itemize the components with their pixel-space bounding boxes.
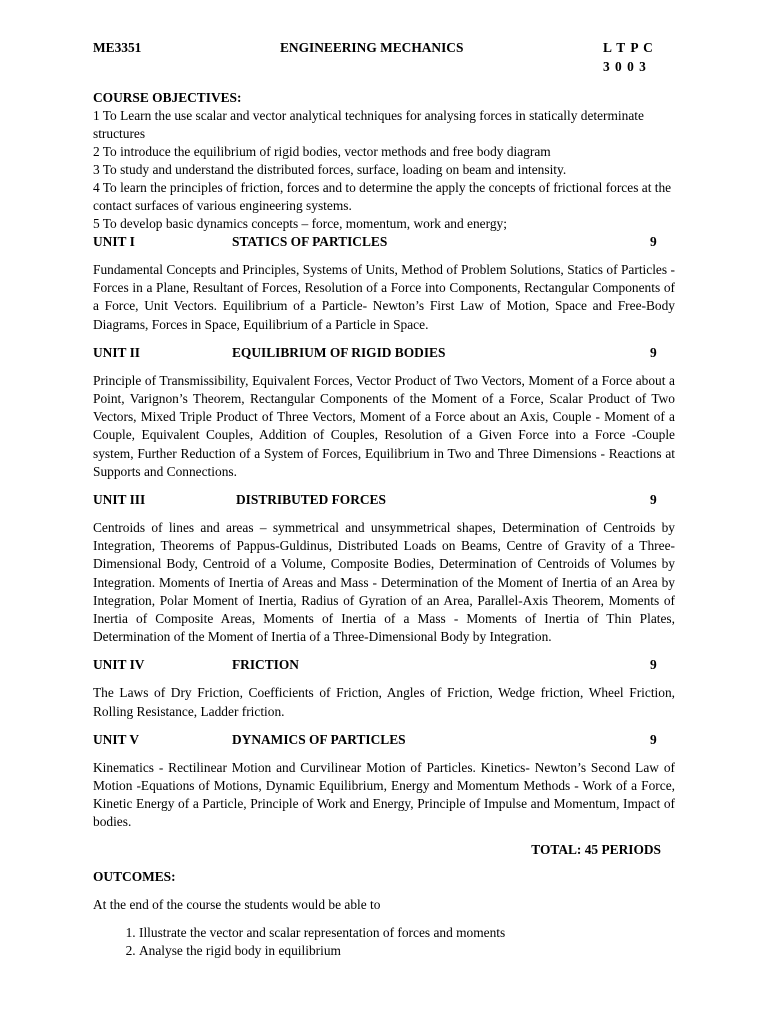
objective-item: 4 To learn the principles of friction, forces and to determine the apply the concepts of frictional forces at the contact surfaces of various engineering systems.: [93, 180, 672, 213]
unit-content: Centroids of lines and areas – symmetrical and unsymmetrical shapes, Determination of Centroids by Integration, Theorems of Pappus-Guldinus, Distributed Loads on Beams, Centre of Gravity of a Three- Dimensional Body, Centroid of a Volume, Composite Bodies, Determination of Centroids of Volumes by Integration. Moments of Inertia of Areas and Mass - Determination of the Moment of Inertia of an Area by Integration, Polar Moment of Inertia, Radius of Gyration of an Area, Parallel-Axis Theorem, Moments of Inertia of Composite Areas, Moments of Inertia of a Mass - Moments of Inertia of Thin Plates, Determination of the Moment of Inertia of a Three-Dimensional Body by Integration.: [93, 520, 675, 645]
ltpc-label: L T P C: [603, 40, 654, 55]
unit-number: UNIT V: [93, 731, 140, 747]
outcomes-heading: OUTCOMES:: [93, 868, 176, 884]
unit-title: STATICS OF PARTICLES: [232, 234, 388, 249]
unit-heading: [93, 731, 675, 749]
course-code: ME3351: [93, 40, 142, 55]
unit-title: DISTRIBUTED FORCES: [236, 492, 386, 508]
unit-content: Kinematics - Rectilinear Motion and Curvilinear Motion of Particles. Kinetics- Newton’s Second Law of Motion -Equations of Motions, Dynamic Equilibrium, Energy and Momentum Methods - Work of a Force, Kinetic Energy of a Particle, Principle of Work and Energy, Principle of Impulse and Momentum, Impact of bodies.: [93, 759, 675, 830]
unit-heading: [93, 233, 675, 251]
unit-title: EQUILIBRIUM OF RIGID BODIES: [232, 344, 446, 360]
objective-item: 2 To introduce the equilibrium of rigid bodies, vector methods and free body diagram: [93, 144, 551, 159]
course-title: ENGINEERING MECHANICS: [280, 40, 464, 55]
unit-hours: 9: [650, 657, 657, 673]
unit-content: Principle of Transmissibility, Equivalent Forces, Vector Product of Two Vectors, Moment of a Force about a Point, Varignon’s Theorem, Rectangular Components of the Moment of a Force, Scalar Product of Two Vectors, Mixed Triple Product of Three Vectors, Moment of a Force about an Axis, Couple - Moment of a Couple, Equivalent Couples, Addition of Couples, Resolution of a Given Force into a Force -Couple system, Further Reduction of a System of Forces, Equilibrium in Two and Three Dimensions - Reactions at Supports and Connections.: [93, 372, 675, 479]
unit-content: The Laws of Dry Friction, Coefficients of Friction, Angles of Friction, Wedge friction, Wheel Friction, Rolling Resistance, Ladder friction.: [93, 685, 675, 719]
unit-title: DYNAMICS OF PARTICLES: [232, 731, 406, 747]
objective-item: 1 To Learn the use scalar and vector analytical techniques for analysing forces in statically determinate structures: [93, 108, 644, 141]
unit-content: Fundamental Concepts and Principles, Systems of Units, Method of Problem Solutions, Statics of Particles -Forces in a Plane, Resultant of Forces, Resolution of a Force into Components, Rectangular Components of a Force, Unit Vectors. Equilibrium of a Particle- Newton’s First Law of Motion, Space and Free-Body Diagrams, Forces in Space, Equilibrium of a Particle in Space.: [93, 262, 675, 332]
unit-number: UNIT II: [93, 344, 141, 360]
outcome-item: 1. Illustrate the vector and scalar representation of forces and moments: [139, 924, 675, 942]
unit-hours: 9: [650, 731, 657, 747]
unit-hours: 9: [650, 344, 657, 360]
unit-number: UNIT I: [93, 234, 135, 249]
unit-hours: 9: [650, 492, 657, 508]
unit-heading: [93, 344, 675, 362]
objective-item: 5 To develop basic dynamics concepts – force, momentum, work and energy;: [93, 216, 507, 231]
unit-title: FRICTION: [232, 657, 299, 673]
course-header: [93, 40, 675, 59]
credits-value: 3 0 0 3: [603, 59, 647, 74]
unit-hours: 9: [650, 234, 657, 249]
objectives-heading: COURSE OBJECTIVES:: [93, 90, 242, 105]
credits-row: [93, 59, 675, 89]
unit-heading: [93, 656, 675, 674]
outcomes-intro: At the end of the course the students would be able to: [93, 896, 381, 912]
outcomes-list: [93, 924, 675, 960]
syllabus-page: [93, 40, 675, 960]
unit-heading: [93, 491, 675, 509]
unit-number: UNIT III: [93, 492, 146, 508]
objective-item: 3 To study and understand the distributed forces, surface, loading on beam and intensity.: [93, 162, 567, 177]
unit-number: UNIT IV: [93, 657, 145, 673]
outcome-item: 2. Analyse the rigid body in equilibrium: [139, 942, 675, 960]
total-periods: TOTAL: 45 PERIODS: [531, 841, 661, 857]
